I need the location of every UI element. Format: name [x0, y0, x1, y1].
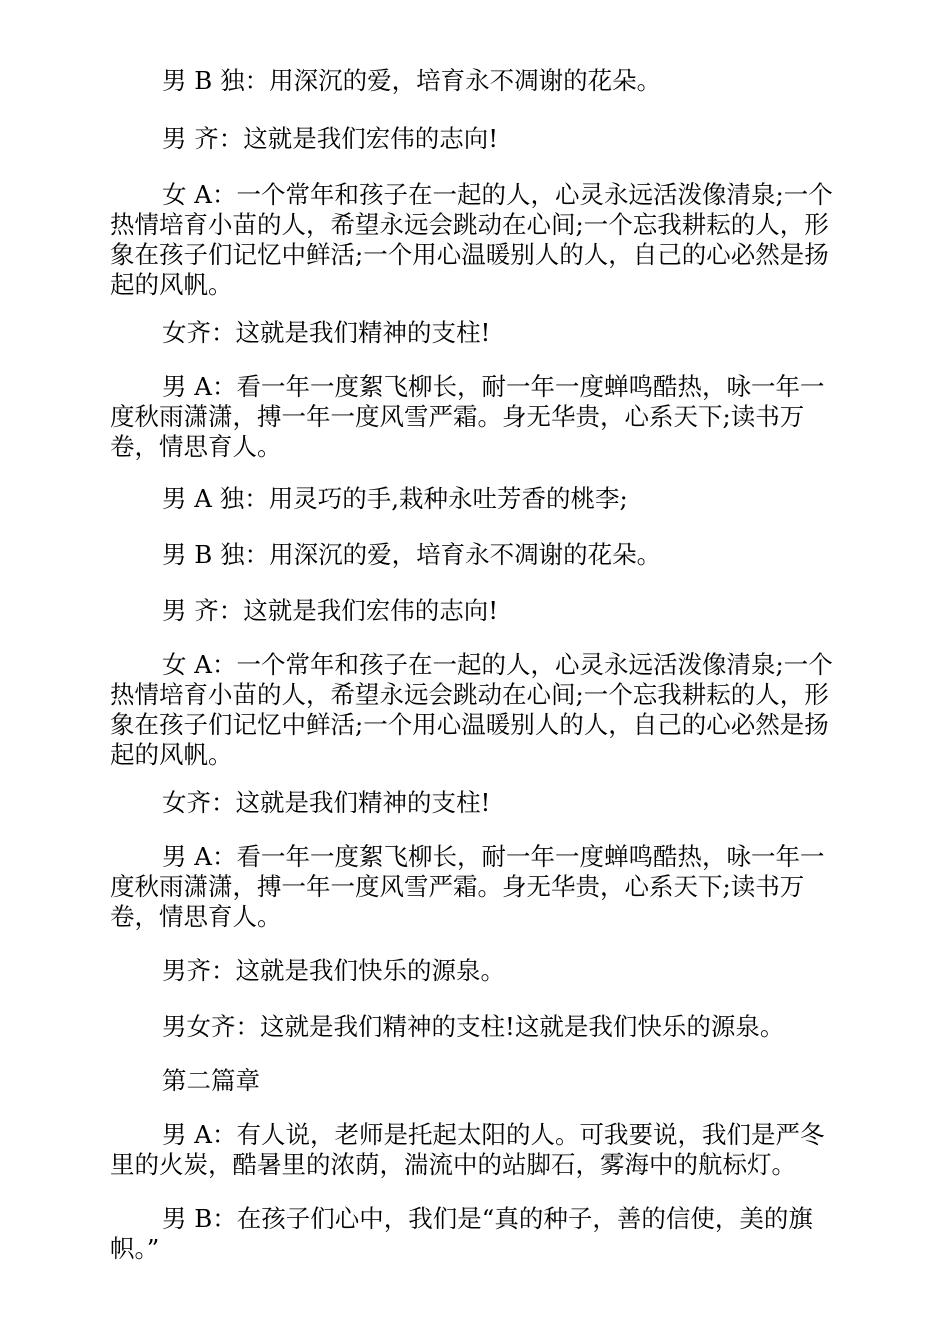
- paragraph: 男 B：在孩子们心中，我们是“真的种子，善的信使，美的旗帜。”: [110, 1204, 813, 1263]
- paragraph: 男 B 独：用深沉的爱，培育永不凋谢的花朵。: [162, 66, 662, 95]
- paragraph: 男 A：看一年一度絮飞柳长，耐一年一度蝉鸣酷热，咏一年一度秋雨潇潇，搏一年一度风雪严霜。身无华贵，心系天下;读书万卷，情思育人。: [110, 842, 825, 931]
- paragraph: 女 A：一个常年和孩子在一起的人，心灵永远活泼像清泉;一个热情培育小苗的人，希望永远会跳动在心间;一个忘我耕耘的人，形象在孩子们记忆中鲜活;一个用心温暖别人的人，自己的心必然是扬起的风帆。: [110, 650, 833, 769]
- paragraph: 女齐：这就是我们精神的支柱!: [162, 788, 491, 817]
- paragraph: 男 齐：这就是我们宏伟的志向!: [162, 124, 499, 153]
- paragraph: 女齐：这就是我们精神的支柱!: [162, 318, 491, 347]
- paragraph: 男 齐：这就是我们宏伟的志向!: [162, 596, 499, 625]
- paragraph: 男 A：看一年一度絮飞柳长，耐一年一度蝉鸣酷热，咏一年一度秋雨潇潇，搏一年一度风雪严霜。身无华贵，心系天下;读书万卷，情思育人。: [110, 372, 825, 461]
- paragraph: 男齐：这就是我们快乐的源泉。: [162, 956, 505, 985]
- paragraph: 男 B 独：用深沉的爱，培育永不凋谢的花朵。: [162, 540, 662, 569]
- paragraph: 男 A：有人说，老师是托起太阳的人。可我要说，我们是严冬里的火炭，酷暑里的浓荫，湍流中的站脚石，雾海中的航标灯。: [110, 1120, 825, 1179]
- paragraph: 女 A：一个常年和孩子在一起的人，心灵永远活泼像清泉;一个热情培育小苗的人，希望永远会跳动在心间;一个忘我耕耘的人，形象在孩子们记忆中鲜活;一个用心温暖别人的人，自己的心必然是扬起的风帆。: [110, 180, 833, 299]
- section-heading: 第二篇章: [162, 1066, 260, 1095]
- paragraph: 男女齐：这就是我们精神的支柱!这就是我们快乐的源泉。: [162, 1012, 785, 1041]
- paragraph: 男 A 独：用灵巧的手,栽种永吐芳香的桃李;: [162, 484, 628, 513]
